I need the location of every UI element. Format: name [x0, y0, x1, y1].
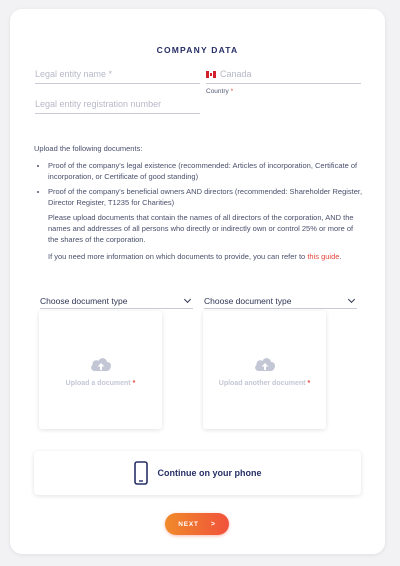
docs-item: • Proof of the company's beneficial owners AND directors (recommended: Shareholder Register, Director Register, T1235 for Charities)	[48, 186, 364, 208]
country-select[interactable]	[206, 65, 361, 84]
guide-link[interactable]: this guide	[307, 252, 340, 261]
chevron-down-icon	[184, 296, 191, 303]
docs-note: Please upload documents that contain the names of all directors of the corporation, AND the names and addresses of all persons who directly or indirectly own or control 25% or more of the shares of the corporation.	[48, 213, 354, 244]
chevron-down-icon	[348, 296, 355, 303]
docs-item: • Proof of the company's legal existence (recommended: Articles of incorporation, Certificate of incorporation, or Certificate of good standing)	[48, 160, 364, 182]
cloud-upload-icon	[253, 354, 277, 374]
flag-canada-icon	[206, 71, 216, 78]
registration-number-input[interactable]	[35, 95, 200, 111]
continue-on-phone-button[interactable]	[34, 451, 361, 495]
next-button[interactable]: NEXT >	[165, 513, 229, 535]
upload-label: Upload a document *	[65, 379, 136, 387]
company-data-card	[10, 9, 385, 554]
document-type-select-1[interactable]: Choose document type	[40, 294, 193, 309]
upload-document-dropzone[interactable]	[39, 311, 162, 429]
upload-label: Upload another document *	[218, 379, 311, 387]
phone-icon	[134, 461, 148, 485]
legal-name-field[interactable]	[35, 65, 200, 84]
docs-intro: Upload the following documents:	[34, 144, 143, 153]
legal-name-input[interactable]	[35, 65, 200, 81]
docs-list	[34, 160, 364, 208]
arrow-right-icon: >	[210, 520, 216, 528]
upload-another-document-dropzone[interactable]	[203, 311, 326, 429]
cloud-upload-icon	[89, 354, 113, 374]
country-label: Country *	[206, 88, 234, 95]
docs-guide: If you need more information on which documents to provide, you can refer to this guide.	[48, 252, 342, 261]
documents-instructions	[34, 143, 364, 268]
document-type-select-2[interactable]: Choose document type	[204, 294, 357, 309]
registration-number-field[interactable]	[35, 95, 200, 114]
country-value: Canada	[220, 69, 252, 79]
phone-button-label: Continue on your phone	[157, 468, 262, 478]
page-title: COMPANY DATA	[156, 45, 239, 55]
